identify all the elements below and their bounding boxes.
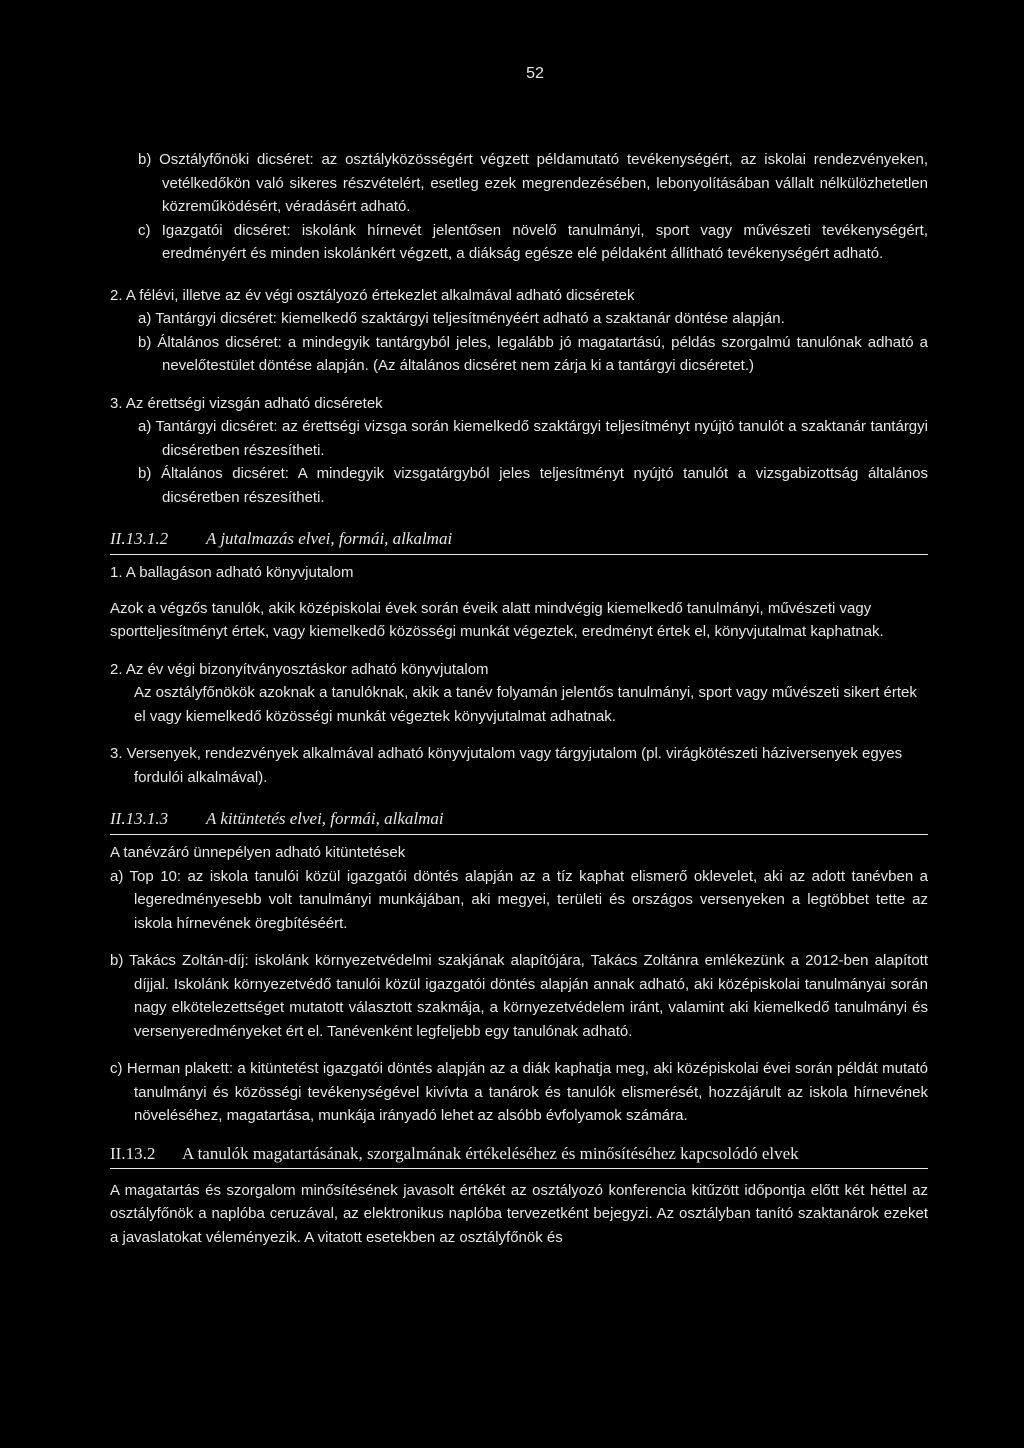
- section-number: II.13.2: [110, 1143, 156, 1163]
- page-number: 52: [526, 65, 544, 82]
- list-item: a) Top 10: az iskola tanulói közül igazgatói döntés alapján az a tíz kaphat elismerő oklevelet, aki az adott tanévben a legeredményesebb volt tanulmányi munkájában, aki megyei, területi és országos versenyeken a legtöbbet tette az iskola hírnevének öregbítéséért.: [110, 867, 928, 932]
- section-title: A kitüntetés elvei, formái, alkalmai: [206, 809, 444, 828]
- section-heading: [110, 807, 928, 835]
- list-item: a) Tantárgyi dicséret: kiemelkedő szaktárgyi teljesítményéért adható a szaktanár döntése alapján.: [138, 310, 785, 327]
- section-title: A jutalmazás elvei, formái, alkalmai: [206, 529, 453, 548]
- paragraph: A magatartás és szorgalom minősítésének javasolt értékét az osztályozó konferencia kitűzött időpontja előtt két héttel az osztályfőnök a naplóba ceruzával, az elektronikus naplóba tervezetként bejegyzi. Az osztályban tanító szaktanárok ezeket a javaslatokat véleményezik. A vitatott esetekben az osztályfőnök és: [110, 1181, 928, 1246]
- section-title: A tanulók magatartásának, szorgalmának értékeléséhez és minősítéséhez kapcsolódó elvek: [182, 1143, 799, 1163]
- paragraph: Az osztályfőnökök azoknak a tanulóknak, akik a tanév folyamán jelentős tanulmányi, sport vagy művészeti sikert értek el vagy kiemelkedő közösségi munkát végeztek könyvjutalmat adhatnak.: [134, 684, 917, 725]
- section-number: II.13.1.2: [110, 529, 169, 548]
- section-heading: [110, 527, 928, 555]
- paragraph: Azok a végzős tanulók, akik középiskolai évek során éveik alatt mindvégig kiemelkedő tanulmányi, művészeti vagy sportteljesítményt értek, vagy kiemelkedő közösségi munkát végeztek, eredményt értek el, könyvjutalmat kaphatnak.: [110, 599, 884, 640]
- list-heading: 3. Az érettségi vizsgán adható dicséretek: [110, 394, 383, 412]
- list-heading: 2. A félévi, illetve az év végi osztályozó értekezlet alkalmával adható dicséretek: [110, 286, 635, 304]
- item-title: 1. A ballagáson adható könyvjutalom: [110, 564, 354, 581]
- list-item: b) Osztályfőnöki dicséret: az osztályközösségért végzett példamutató tevékenységért, az iskolai rendezvényeken, vetélkedőkön való sikeres részvételért, esetleg ezek megrendezésében, lebonyolításában vállalt nélkülözhetetlen közreműködésért, véradásért adható.: [138, 151, 928, 215]
- document-body: [110, 148, 928, 1249]
- praise-list-3: [110, 415, 928, 509]
- paragraph: A tanévzáró ünnepélyen adható kitüntetések: [110, 844, 406, 861]
- praise-list-1: [110, 148, 928, 266]
- item-title: 2. Az év végi bizonyítványosztáskor adható könyvjutalom: [110, 660, 489, 678]
- list-item: a) Tantárgyi dicséret: az érettségi vizsga során kiemelkedő szaktárgyi teljesítményt nyújtó tanulót a szaktanár tantárgyi dicséretben részesítheti.: [138, 418, 928, 459]
- praise-list-2: [110, 307, 928, 378]
- list-item: c) Herman plakett: a kitüntetést igazgatói döntés alapján az a diák kaphatja meg, aki középiskolai évei során példát mutató tanulmányi és közösségi tevékenységével kivívta a tanárok és tanulók elismerését, hozzájárult az iskola hírnevének növeléséhez, magatartása, munkája irányadó lehet az alsóbb évfolyamok számára.: [110, 1060, 928, 1124]
- list-item: 3. Versenyek, rendezvények alkalmával adható könyvjutalom vagy tárgyjutalom (pl. virágkötészeti háziversenyek egyes fordulói alkalmával).: [110, 745, 903, 786]
- list-item: c) Igazgatói dicséret: iskolánk hírnevét jelentősen növelő tanulmányi, sport vagy művészeti tevékenységért, eredményért és minden iskolánkért végzett, a diákság egésze elé példaként állítható tevékenységért adható.: [138, 221, 928, 262]
- section-number: II.13.1.3: [110, 809, 169, 828]
- list-item: b) Általános dicséret: A mindegyik vizsgatárgyból jeles teljesítményt nyújtó tanulót a vizsgabizottság általános dicséretben részesítheti.: [138, 465, 928, 506]
- list-item: b) Takács Zoltán-díj: iskolánk környezetvédelmi szakjának alapítójára, Takács Zoltánra emlékezünk a 2012-ben alapított díjjal. Iskolánk környezetvédő tanulói közül igazgatói döntés alapján annak adható, aki középiskolai tanulmányai során nagy elkötelezettséget mutatott választott szakmája, a környezetvédelem iránt, valamint aki kiemelkedő tanulmányi és versenyeredményeket ért el. Tanévenként legfeljebb egy tanulónak adható.: [110, 952, 928, 1040]
- list-item: b) Általános dicséret: a mindegyik tantárgyból jeles, legalább jó magatartású, példás szorgalmú tanulónak adható a nevelőtestület döntése alapján. (Az általános dicséret nem zárja ki a tantárgyi dicséretet.): [138, 333, 928, 374]
- section-heading: [110, 1142, 928, 1169]
